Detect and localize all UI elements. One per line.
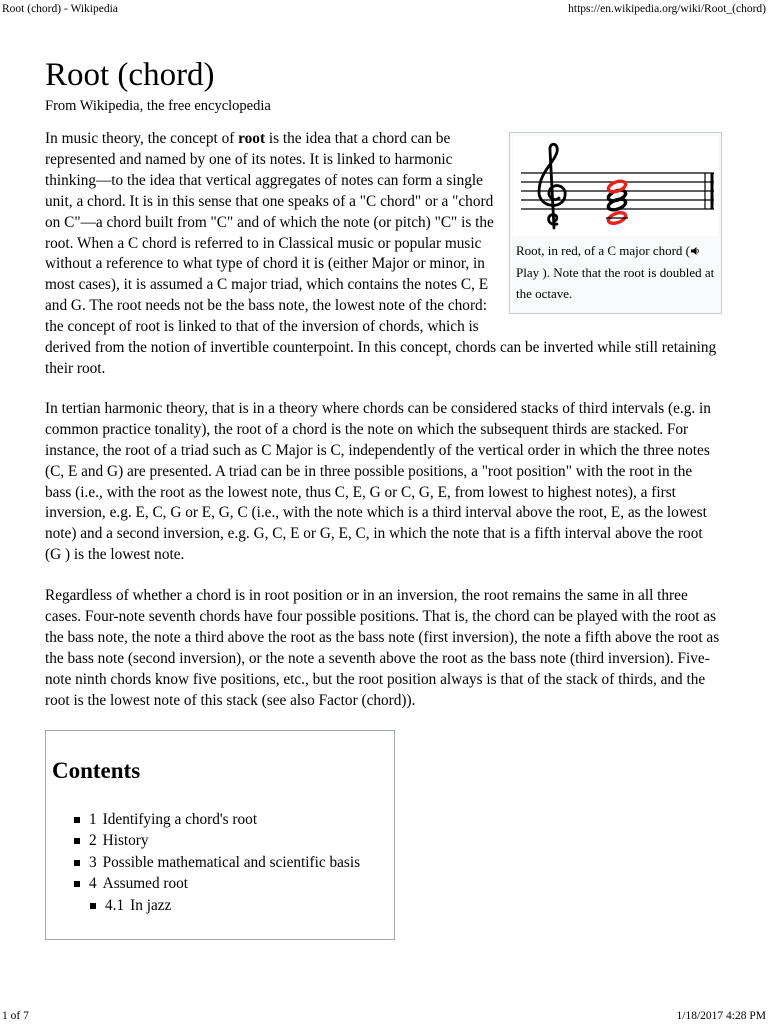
toc-sublist [52,895,388,917]
bullet-icon [90,903,96,909]
print-url[interactable]: https://en.wikipedia.org/wiki/Root_(chord) [568,3,766,15]
play-link[interactable]: Play [516,264,543,280]
tertian-paragraph: In tertian harmonic theory, that is in a theory where chords can be considered stacks of third intervals (e.g. in common practice tonality), the root of a chord is the note on which the subsequent thirds are stacked. For instance, the root of a triad such as C Major is C, independently of the vertical order in which the three notes (C, E and G) are presented. A triad can be in three possible positions, a "root position" with the root in the bass (i.e., with the root as the lowest note, thus C, E, G or C, G, E, from lowest to highest notes), a first inversion, e.g. E, C, G or E, G, C (i.e., with the note which is a third interval above the root, E, as the lowest note) and a second inversion, e.g. G, C, E or G, E, C, in which the note that is a fifth interval above the root (G ) is the lowest note. [45,399,711,564]
intro-text-rest: is the idea that a chord can be represented and named by one of its notes. It is linked to harmonic thinking—to the idea that vertical aggregates of notes can form a single unit, a chord. It is in this sense that one speaks of a "C chord" or a "chord on C"—a chord built from "C" and of which the note (or pitch) "C" is the root. When a C chord is referred to in Classical music or popular music without a reference to what type of chord it is (either Major or minor, in most cases), it is assumed a C major triad, which contains the notes C, E and G. The root needs not be the bass note, the lowest note of the chord: the concept of root is linked to that of the inversion of chords, which is derived from the notion of invertible counterpoint. In this concept, chords can be inverted while still retaining their root. [45,130,717,377]
caption-text-end: ). Note that the root is doubled at the octave. [516,264,715,301]
intro-text-start: In music theory, the concept of [45,130,239,147]
c-major-chord-staff-image[interactable] [513,136,718,236]
caption-text: Root, in red, of a C major chord ( [516,243,691,258]
intro-paragraph [45,129,722,380]
toc-label[interactable]: In jazz [130,896,172,914]
staff-notation-icon [513,136,718,236]
toc-label[interactable]: History [102,832,149,850]
bullet-icon [74,881,80,887]
table-of-contents [45,730,395,940]
bullet-icon [74,838,80,844]
figure-caption [513,236,718,310]
inversion-paragraph: Regardless of whether a chord is in root position or in an inversion, the root remains the same in all three cases. Four-note seventh chords have four possible positions. That is, the chord can be played with the root as the bass note, the note a third above the root as the bass note (first inversion), the note a fifth above the root as the bass note (second inversion), or the note a seventh above the root as the bass note (third inversion). Five-note ninth chords know five positions, etc., but the root position always is that of the stack of thirds, and the root is the lowest note of this stack (see also Factor (chord)). [45,587,720,709]
toc-number: 4 [89,875,97,893]
toc-label[interactable]: Identifying a chord's root [102,810,258,828]
toc-heading: Contents [52,757,141,783]
toc-list [52,809,388,895]
toc-number: 2 [89,832,97,850]
toc-label[interactable]: Possible mathematical and scientific basis [102,853,361,871]
toc-item[interactable] [74,830,388,852]
article-content [45,54,722,940]
treble-clef-icon [539,144,565,228]
bullet-icon [74,860,80,866]
print-page-title: Root (chord) - Wikipedia [2,3,118,15]
toc-item[interactable] [74,852,388,874]
toc-item[interactable] [74,873,388,895]
toc-item[interactable] [74,809,388,831]
page-subtitle: From Wikipedia, the free encyclopedia [45,98,271,114]
page-title: Root (chord) [45,57,215,93]
bullet-icon [74,817,80,823]
toc-subitem[interactable] [90,895,388,917]
toc-number: 3 [89,853,97,871]
toc-label[interactable]: Assumed root [102,875,189,893]
toc-number: 4.1 [105,896,125,914]
toc-number: 1 [89,810,97,828]
chord-figure [509,132,722,314]
page-count: 1 of 7 [2,1010,29,1022]
print-datetime: 1/18/2017 4:28 PM [676,1010,766,1022]
speaker-icon[interactable] [690,246,700,256]
root-term: root [238,130,266,147]
